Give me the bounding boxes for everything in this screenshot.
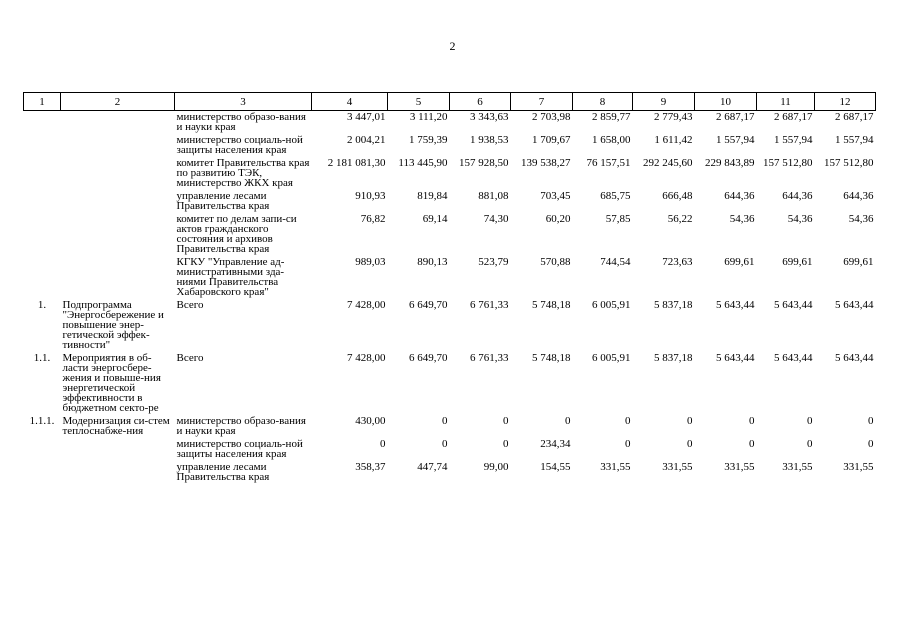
- program-name: Подпрограмма "Энергосбережение и повышение энер-гетической эффек-тивности": [62, 299, 164, 351]
- table-row: [24, 134, 876, 157]
- amount-cell: 74,30: [483, 213, 509, 225]
- column-header-3: 3: [175, 93, 312, 111]
- amount-cell: 2 687,17: [835, 111, 874, 123]
- amount-cell: 331,55: [782, 461, 813, 473]
- amount-cell: 0: [868, 415, 874, 427]
- amount-cell: 2 687,17: [716, 111, 755, 123]
- row-number: [24, 134, 61, 157]
- amount-cell: 56,22: [667, 213, 693, 225]
- executor-name: КГКУ "Управление ад-министративными зда-ниями Правительства Хабаровского края": [176, 256, 285, 298]
- amount-cell: 523,79: [478, 256, 509, 268]
- program-name: [61, 157, 175, 190]
- amount-cell: 0: [749, 415, 755, 427]
- amount-cell: 3 343,63: [470, 111, 509, 123]
- amount-cell: 1 557,94: [774, 134, 813, 146]
- executor-name: министерство социаль-ной защиты населения края: [176, 134, 303, 156]
- amount-cell: 5 748,18: [532, 352, 571, 364]
- amount-cell: 723,63: [662, 256, 693, 268]
- amount-cell: 666,48: [662, 190, 693, 202]
- amount-cell: 2 181 081,30: [327, 157, 386, 169]
- row-number: 1.1.1.: [29, 415, 55, 427]
- table-row: [24, 190, 876, 213]
- table-row: [24, 213, 876, 256]
- column-number-row: [24, 93, 876, 111]
- amount-cell: 0: [380, 438, 386, 450]
- amount-cell: 881,08: [478, 190, 509, 202]
- amount-cell: 5 643,44: [716, 299, 755, 311]
- amount-cell: 331,55: [662, 461, 693, 473]
- amount-cell: 744,54: [600, 256, 631, 268]
- amount-cell: 6 761,33: [470, 299, 509, 311]
- program-name: Модернизация си-стем теплоснабже-ния: [62, 415, 170, 437]
- table-row: [24, 352, 876, 415]
- amount-cell: 229 843,89: [705, 157, 755, 169]
- executor-name: комитет по делам запи-си актов гражданского состояния и архивов Правительства края: [176, 213, 297, 255]
- amount-cell: 5 643,44: [835, 352, 874, 364]
- column-header-7: 7: [511, 93, 573, 111]
- amount-cell: 703,45: [540, 190, 571, 202]
- amount-cell: 7 428,00: [347, 352, 386, 364]
- column-header-12: 12: [815, 93, 876, 111]
- amount-cell: 54,36: [848, 213, 874, 225]
- amount-cell: 5 643,44: [774, 299, 813, 311]
- column-header-5: 5: [388, 93, 450, 111]
- amount-cell: 76 157,51: [586, 157, 631, 169]
- executor-name: Всего: [176, 299, 204, 311]
- amount-cell: 5 837,18: [654, 352, 693, 364]
- amount-cell: 69,14: [422, 213, 448, 225]
- amount-cell: 331,55: [843, 461, 874, 473]
- amount-cell: 0: [749, 438, 755, 450]
- executor-name: Всего: [176, 352, 204, 364]
- table-row: [24, 299, 876, 352]
- amount-cell: 113 445,90: [398, 157, 448, 169]
- amount-cell: 331,55: [724, 461, 755, 473]
- amount-cell: 0: [503, 415, 509, 427]
- row-number: [24, 157, 61, 190]
- row-number: [24, 190, 61, 213]
- amount-cell: 989,03: [355, 256, 386, 268]
- table-row: [24, 157, 876, 190]
- amount-cell: 157 512,80: [824, 157, 874, 169]
- executor-name: комитет Правительства края по развитию ТЭК, министерство ЖКХ края: [176, 157, 310, 189]
- amount-cell: 2 859,77: [592, 111, 631, 123]
- amount-cell: 2 779,43: [654, 111, 693, 123]
- amount-cell: 3 447,01: [347, 111, 386, 123]
- amount-cell: 0: [687, 415, 693, 427]
- program-name: [61, 213, 175, 256]
- amount-cell: 5 837,18: [654, 299, 693, 311]
- executor-name: министерство образо-вания и науки края: [176, 111, 306, 133]
- amount-cell: 60,20: [545, 213, 571, 225]
- program-name: [61, 111, 175, 135]
- row-number: [24, 256, 61, 299]
- amount-cell: 5 643,44: [716, 352, 755, 364]
- program-name: [61, 190, 175, 213]
- column-header-10: 10: [695, 93, 757, 111]
- amount-cell: 0: [807, 415, 813, 427]
- amount-cell: 1 759,39: [409, 134, 448, 146]
- table-row: [24, 438, 876, 461]
- amount-cell: 570,88: [540, 256, 571, 268]
- column-header-11: 11: [757, 93, 815, 111]
- amount-cell: 5 643,44: [774, 352, 813, 364]
- amount-cell: 644,36: [782, 190, 813, 202]
- amount-cell: 0: [868, 438, 874, 450]
- amount-cell: 5 748,18: [532, 299, 571, 311]
- amount-cell: 699,61: [782, 256, 813, 268]
- program-name: Мероприятия в об-ласти энергосбере-жения и повыше-ния энергетической эффективности в бюджетном секто-ре: [62, 352, 161, 414]
- executor-name: министерство образо-вания и науки края: [176, 415, 306, 437]
- amount-cell: 154,55: [540, 461, 571, 473]
- amount-cell: 2 703,98: [532, 111, 571, 123]
- program-name: [61, 256, 175, 299]
- row-number: [24, 461, 61, 484]
- amount-cell: 699,61: [724, 256, 755, 268]
- amount-cell: 54,36: [729, 213, 755, 225]
- amount-cell: 819,84: [417, 190, 448, 202]
- row-number: 1.1.: [33, 352, 51, 364]
- amount-cell: 331,55: [600, 461, 631, 473]
- amount-cell: 292 245,60: [643, 157, 693, 169]
- amount-cell: 6 005,91: [592, 352, 631, 364]
- amount-cell: 54,36: [787, 213, 813, 225]
- amount-cell: 6 005,91: [592, 299, 631, 311]
- program-name: [61, 134, 175, 157]
- amount-cell: 910,93: [355, 190, 386, 202]
- column-header-1: 1: [24, 93, 61, 111]
- amount-cell: 1 557,94: [835, 134, 874, 146]
- amount-cell: 234,34: [540, 438, 571, 450]
- program-name: [61, 461, 175, 484]
- amount-cell: 1 709,67: [532, 134, 571, 146]
- column-header-9: 9: [633, 93, 695, 111]
- amount-cell: 7 428,00: [347, 299, 386, 311]
- amount-cell: 6 649,70: [409, 299, 448, 311]
- program-name: [61, 438, 175, 461]
- column-header-4: 4: [312, 93, 388, 111]
- amount-cell: 157 928,50: [459, 157, 509, 169]
- amount-cell: 0: [807, 438, 813, 450]
- amount-cell: 0: [565, 415, 571, 427]
- amount-cell: 1 611,42: [654, 134, 693, 146]
- column-header-8: 8: [573, 93, 633, 111]
- amount-cell: 0: [442, 438, 448, 450]
- amount-cell: 0: [687, 438, 693, 450]
- amount-cell: 3 111,20: [409, 111, 448, 123]
- amount-cell: 685,75: [600, 190, 631, 202]
- amount-cell: 447,74: [417, 461, 448, 473]
- column-header-6: 6: [450, 93, 511, 111]
- amount-cell: 1 557,94: [716, 134, 755, 146]
- amount-cell: 6 649,70: [409, 352, 448, 364]
- amount-cell: 99,00: [483, 461, 509, 473]
- column-header-2: 2: [61, 93, 175, 111]
- amount-cell: 0: [625, 415, 631, 427]
- amount-cell: 644,36: [843, 190, 874, 202]
- table-row: [24, 461, 876, 484]
- table-row: [24, 111, 876, 135]
- amount-cell: 430,00: [355, 415, 386, 427]
- amount-cell: 76,82: [360, 213, 386, 225]
- page-number: 2: [449, 39, 456, 53]
- amount-cell: 157 512,80: [763, 157, 813, 169]
- row-number: 1.: [37, 299, 47, 311]
- amount-cell: 0: [625, 438, 631, 450]
- amount-cell: 57,85: [605, 213, 631, 225]
- table-row: [24, 256, 876, 299]
- amount-cell: 1 938,53: [470, 134, 509, 146]
- table-body: [24, 111, 876, 485]
- executor-name: управление лесами Правительства края: [176, 461, 270, 483]
- amount-cell: 6 761,33: [470, 352, 509, 364]
- amount-cell: 890,13: [417, 256, 448, 268]
- budget-table: [23, 92, 876, 484]
- amount-cell: 139 538,27: [521, 157, 571, 169]
- amount-cell: 5 643,44: [835, 299, 874, 311]
- amount-cell: 0: [503, 438, 509, 450]
- row-number: [24, 438, 61, 461]
- executor-name: управление лесами Правительства края: [176, 190, 270, 212]
- amount-cell: 699,61: [843, 256, 874, 268]
- row-number: [24, 213, 61, 256]
- amount-cell: 644,36: [724, 190, 755, 202]
- amount-cell: 2 687,17: [774, 111, 813, 123]
- amount-cell: 1 658,00: [592, 134, 631, 146]
- amount-cell: 0: [442, 415, 448, 427]
- table-row: [24, 415, 876, 438]
- amount-cell: 358,37: [355, 461, 386, 473]
- row-number: [24, 111, 61, 135]
- executor-name: министерство социаль-ной защиты населения края: [176, 438, 303, 460]
- amount-cell: 2 004,21: [347, 134, 386, 146]
